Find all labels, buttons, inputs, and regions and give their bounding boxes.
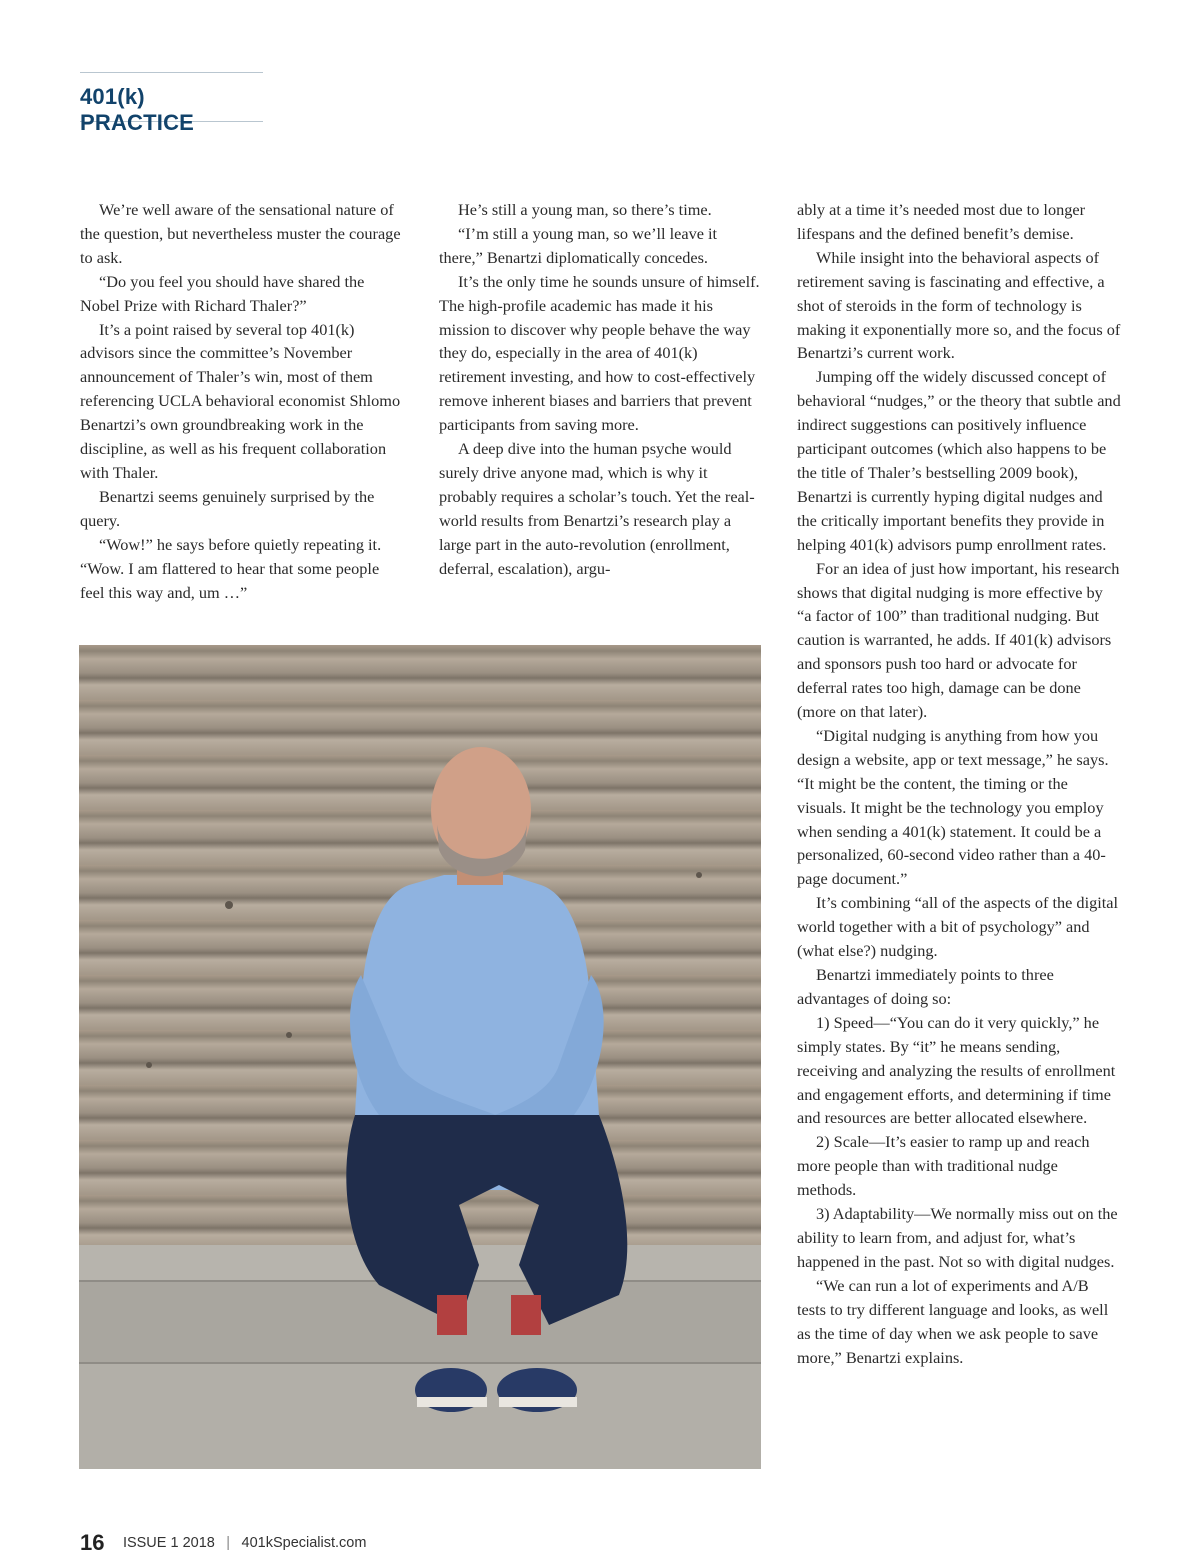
portrait-photo — [79, 645, 761, 1469]
paragraph: A deep dive into the human psyche would surely drive anyone mad, which is why it probably requires a scholar’s touch. Yet the real-world results from Benartzi’s research play a large part in the auto-revolution (enrollment, deferral, escalation), argu- — [439, 439, 755, 578]
section-header — [80, 72, 263, 135]
paragraph: “Wow!” he says before quietly repeating it. “Wow. I am flattered to hear that some people feel this way and, um …” — [80, 534, 382, 602]
paragraph: 3) Adaptability—We normally miss out on the ability to learn from, and adjust for, what’s happened in the past. Not so with digital nudges. — [797, 1204, 1118, 1271]
photo-illustration — [79, 645, 761, 1469]
paragraph: “We can run a lot of experiments and A/B tests to try different language and looks, as well as the time of day when we ask people to save more,” Benartzi explains. — [797, 1275, 1109, 1367]
website-link[interactable]: 401kSpecialist.com — [241, 1535, 367, 1551]
footer-separator: | — [226, 1535, 231, 1551]
article-column-2 — [439, 198, 763, 581]
page-number: 16 — [80, 1530, 105, 1555]
paragraph: Benartzi immediately points to three advantages of doing so: — [797, 965, 1054, 1008]
paragraph: “I’m still a young man, so we’ll leave it there,” Benartzi diplomatically concedes. — [439, 223, 718, 267]
paragraph: It’s the only time he sounds unsure of himself. The high-profile academic has made it his mission to discover why people behave the way they do, especially in the area of 401(k) retirement investing, and how to cost-effectively remove inherent biases and barriers that prevent participants from saving more. — [439, 271, 760, 435]
paragraph: For an idea of just how important, his research shows that digital nudging is more effective by “a factor of 100” than traditional nudging. But caution is warranted, he adds. If 401(k) advisors and sponsors push too hard or advocate for deferral rates too high, damage can be done (more on that later). — [797, 558, 1120, 722]
paragraph: He’s still a young man, so there’s time. — [458, 200, 712, 219]
section-title: 401(k) PRACTICE — [80, 84, 195, 135]
paragraph: 2) Scale—It’s easier to ramp up and reach more people than with traditional nudge methods. — [797, 1132, 1090, 1200]
paragraph: It’s a point raised by several top 401(k) advisors since the committee’s November announcement of Thaler’s win, most of them referencing UCLA behavioral economist Shlomo Benartzi’s own groundbreaking work in the discipline, as well as his frequent collaboration with Thaler. — [80, 319, 401, 482]
paragraph: ably at a time it’s needed most due to longer lifespans and the defined benefit’s demise. — [797, 200, 1086, 243]
paragraph: While insight into the behavioral aspects of retirement saving is fascinating and effective, a shot of steroids in the form of technology is making it exponentially more so, and the focus of Benartzi’s current work. — [797, 247, 1121, 363]
paragraph: “Do you feel you should have shared the Nobel Prize with Richard Thaler?” — [80, 271, 365, 315]
paragraph: 1) Speed—“You can do it very quickly,” he simply states. By “it” he means sending, receiving and analyzing the results of enrollment and engagement efforts, and determining if time and resources are better allocated elsewhere. — [797, 1012, 1116, 1128]
page-footer — [80, 1530, 366, 1556]
article-column-1 — [80, 198, 404, 604]
paragraph: We’re well aware of the sensational nature of the question, but nevertheless muster the courage to ask. — [80, 200, 401, 267]
article-column-3 — [797, 198, 1121, 1369]
paragraph: It’s combining “all of the aspects of the digital world together with a bit of psychology” and (what else?) nudging. — [797, 893, 1119, 961]
paragraph: “Digital nudging is anything from how you design a website, app or text message,” he says. “It might be the content, the timing or the visuals. It might be the technology you employ when sending a 401(k) statement. It could be a personalized, 60-second video rather than a 40-page document.” — [797, 725, 1109, 889]
issue-label: ISSUE 1 2018 — [122, 1535, 215, 1551]
paragraph: Jumping off the widely discussed concept of behavioral “nudges,” or the theory that subtle and indirect suggestions can positively influence participant outcomes (which also happens to be the title of Thaler’s bestselling 2009 book), Benartzi is currently hyping digital nudges and the critically important benefits they provide in helping 401(k) advisors pump enrollment rates. — [797, 367, 1121, 554]
paragraph: Benartzi seems genuinely surprised by the query. — [80, 486, 375, 530]
